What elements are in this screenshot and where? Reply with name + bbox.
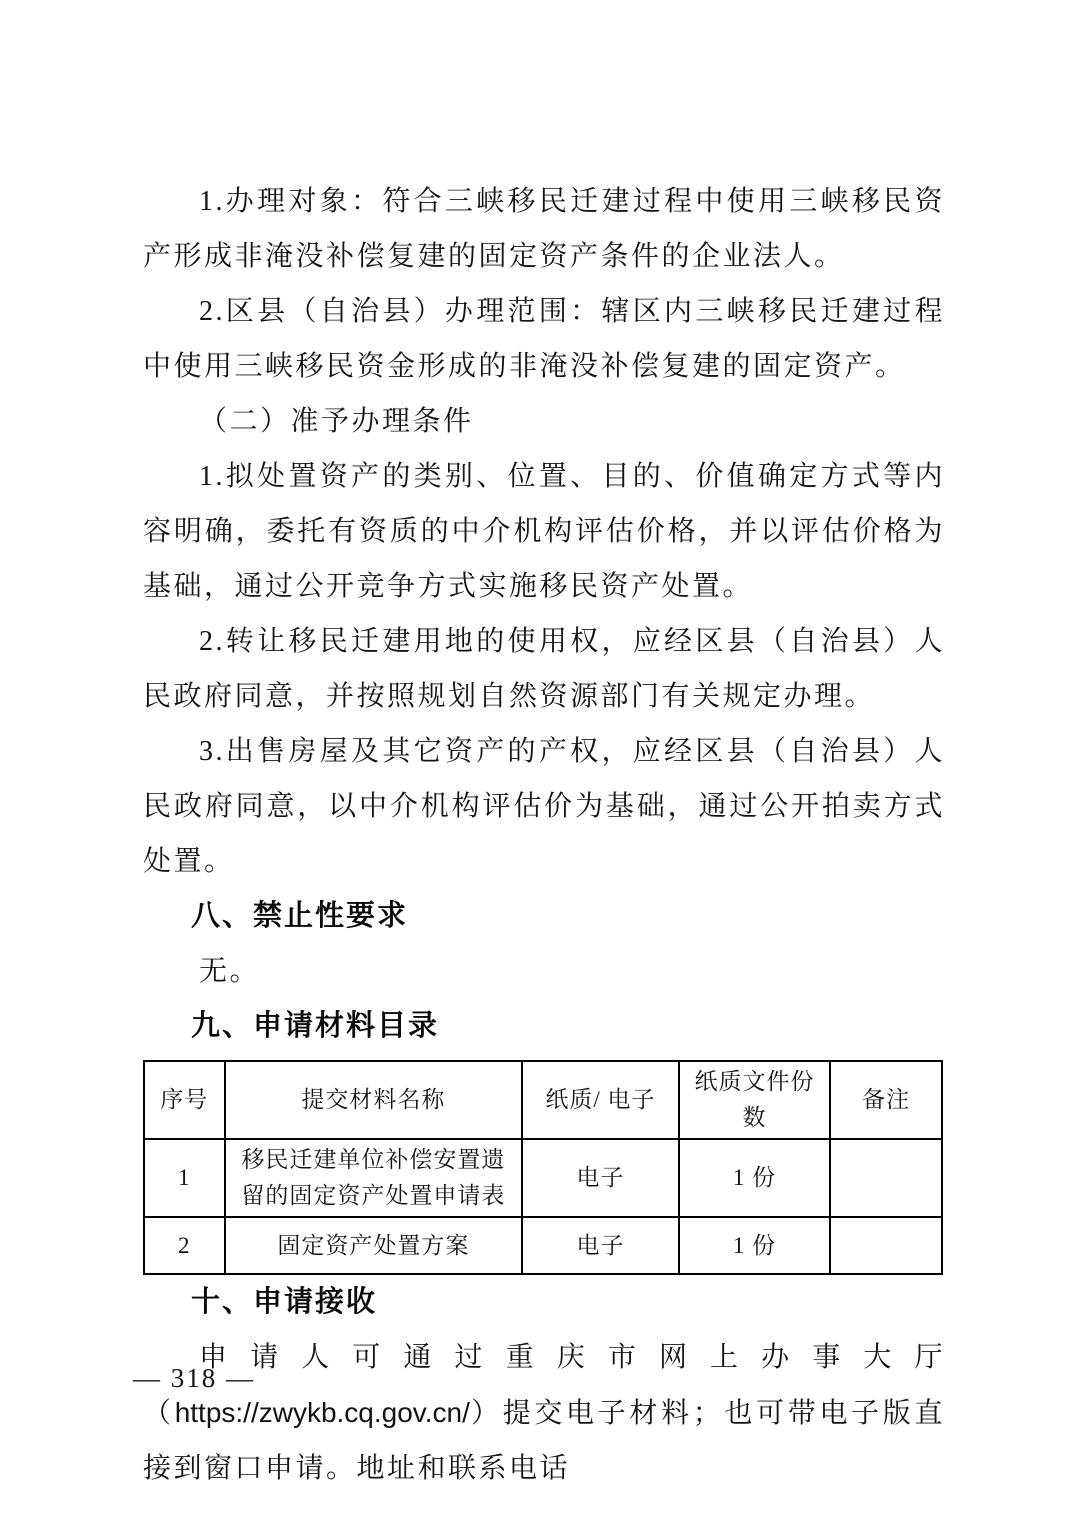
table-header-cell: 序号 bbox=[144, 1061, 225, 1139]
body-paragraph: 1.办理对象：符合三峡移民迁建过程中使用三峡移民资产形成非淹没补偿复建的固定资产条件的企业法人。 bbox=[143, 186, 945, 272]
table-cell: 电子 bbox=[522, 1139, 678, 1217]
table-header-cell: 纸质/ 电子 bbox=[522, 1061, 678, 1139]
table-cell: 1 份 bbox=[679, 1217, 831, 1274]
table-header-cell: 备注 bbox=[830, 1061, 942, 1139]
materials-table bbox=[143, 1060, 943, 1275]
table-row bbox=[144, 1217, 942, 1274]
section-before-table bbox=[143, 174, 945, 1054]
section-heading: 八、禁止性要求 bbox=[191, 900, 409, 932]
table-header-cell: 提交材料名称 bbox=[225, 1061, 523, 1139]
table-cell: 1 份 bbox=[679, 1139, 831, 1217]
body-paragraph: 2.区县（自治县）办理范围：辖区内三峡移民迁建过程中使用三峡移民资金形成的非淹没补偿复建的固定资产。 bbox=[143, 296, 945, 382]
table-row bbox=[144, 1139, 942, 1217]
body-paragraph: （二）准予办理条件 bbox=[199, 406, 474, 437]
body-paragraph: 1.拟处置资产的类别、位置、目的、价值确定方式等内容明确，委托有资质的中介机构评估价格，并以评估价格为基础，通过公开竞争方式实施移民资产处置。 bbox=[143, 461, 945, 602]
table-cell bbox=[830, 1139, 942, 1217]
body-text-run: 申请人可通过重庆市网上办事大厅（ bbox=[143, 1342, 945, 1429]
table-header-cell: 纸质文件份数 bbox=[679, 1061, 831, 1139]
body-paragraph: 无。 bbox=[199, 956, 261, 987]
body-text-run: ）提交电子材料；也可带电子版直接到窗口申请。地址和联系电话 bbox=[143, 1398, 945, 1484]
portal-url: https://zwykb.cq.gov.cn/ bbox=[174, 1397, 470, 1428]
table-cell bbox=[830, 1217, 942, 1274]
body-paragraph: 3.出售房屋及其它资产的产权，应经区县（自治县）人民政府同意，以中介机构评估价为基础，通过公开拍卖方式处置。 bbox=[143, 736, 945, 877]
table-cell: 固定资产处置方案 bbox=[225, 1217, 523, 1274]
table-cell: 1 bbox=[144, 1139, 225, 1217]
body-paragraph: 2.转让移民迁建用地的使用权，应经区县（自治县）人民政府同意，并按照规划自然资源部门有关规定办理。 bbox=[143, 626, 945, 712]
table-cell: 电子 bbox=[522, 1217, 678, 1274]
section-heading: 九、申请材料目录 bbox=[191, 1010, 440, 1042]
section-after-table bbox=[143, 1275, 945, 1496]
document-content bbox=[143, 174, 945, 1496]
body-paragraph bbox=[143, 1330, 945, 1496]
table-cell: 移民迁建单位补偿安置遗留的固定资产处置申请表 bbox=[225, 1139, 523, 1217]
table-header-row bbox=[144, 1061, 942, 1139]
section-heading: 十、申请接收 bbox=[191, 1286, 378, 1318]
table-cell: 2 bbox=[144, 1217, 225, 1274]
page-number: — 318 — bbox=[133, 1363, 255, 1393]
